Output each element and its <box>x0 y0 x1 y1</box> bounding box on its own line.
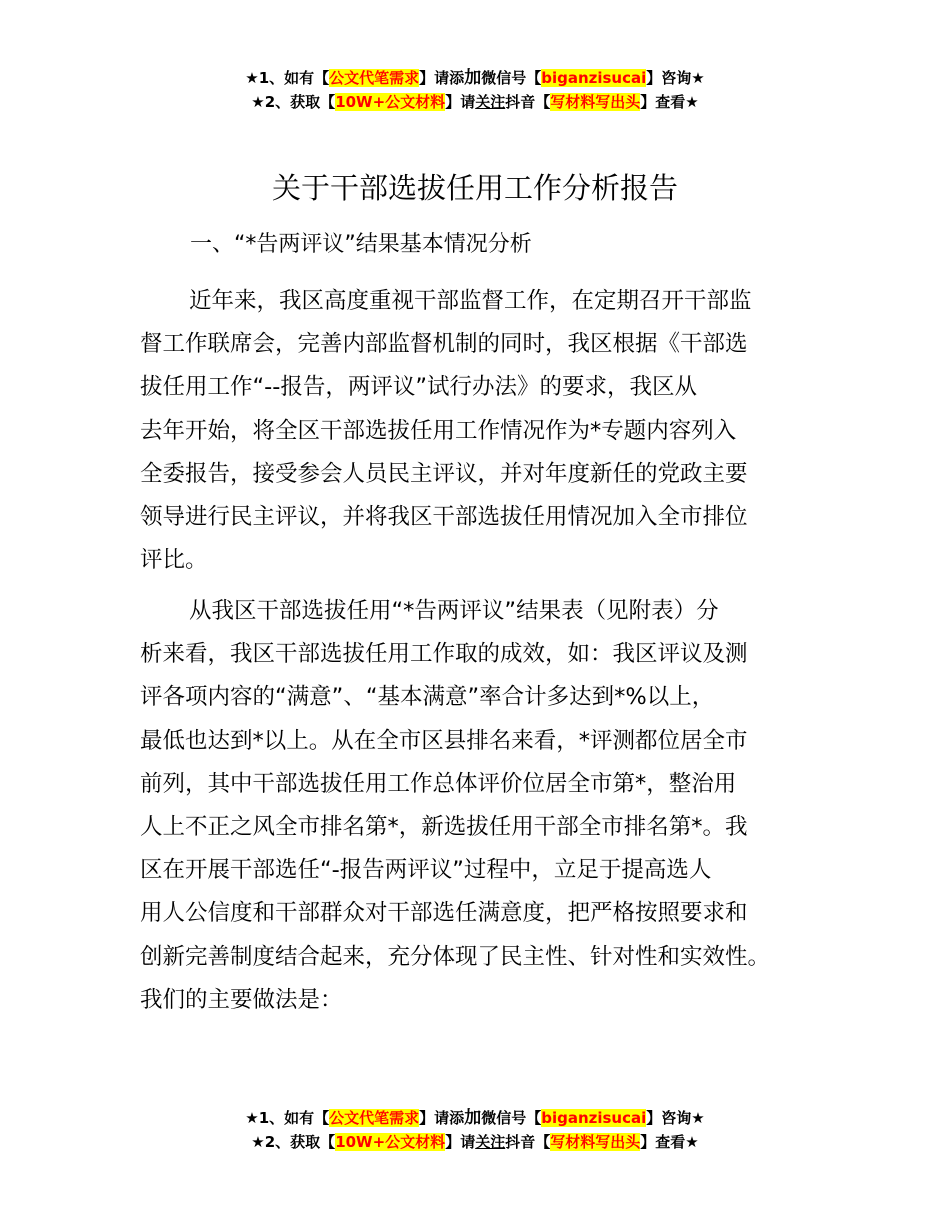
paragraph-line: 人上不正之风全市排名第*，新选拔任用干部全市排名第*。我 <box>140 813 748 840</box>
promo-line-2 <box>0 90 950 114</box>
promo-wechat-id: biganzisucai <box>541 1109 647 1127</box>
promo-text: 】请添 <box>419 69 465 87</box>
promo-line-1 <box>0 1106 950 1130</box>
promo-text: ★1、如有【 <box>245 1109 330 1127</box>
promo-text: 加 <box>464 1108 482 1128</box>
paragraph-line: 析来看，我区干部选拔任用工作取的成效，如：我区评议及测 <box>140 641 748 668</box>
paragraph-1 <box>140 280 840 582</box>
promo-text: 】咨询★ <box>646 1109 705 1127</box>
paragraph-line: 去年开始，将全区干部选拔任用工作情况作为*专题内容列入 <box>140 417 737 444</box>
promo-wechat-id: biganzisucai <box>541 69 647 87</box>
promo-text: 】查看★ <box>640 93 699 111</box>
paragraph-line: 用人公信度和干部群众对干部选任满意度，把严格按照要求和 <box>140 900 748 927</box>
promo-text: ★2、获取【 <box>251 1133 336 1151</box>
footer-promo-banner <box>0 1106 950 1154</box>
promo-highlight: 写材料写出头 <box>550 1133 641 1151</box>
promo-text: ★2、获取【 <box>251 93 336 111</box>
paragraph-line: 评各项内容的“满意”、“基本满意”率合计多达到*%以上， <box>140 684 715 711</box>
promo-line-1 <box>0 66 950 90</box>
paragraph-line: 拔任用工作“--报告，两评议”试行办法》的要求，我区从 <box>140 374 698 401</box>
paragraph-2 <box>140 590 840 1022</box>
paragraph-line: 从我区干部选拔任用“*告两评议”结果表（见附表）分 <box>189 598 719 624</box>
paragraph-line: 我们的主要做法是： <box>140 986 343 1013</box>
promo-text: 】咨询★ <box>646 69 705 87</box>
paragraph-line: 领导进行民主评议，并将我区干部选拔任用情况加入全市排位 <box>140 503 748 530</box>
promo-highlight: 写材料写出头 <box>550 93 641 111</box>
section-heading: 一、“*告两评议”结果基本情况分析 <box>190 232 532 257</box>
paragraph-line: 最低也达到*以上。从在全市区县排名来看，*评测都位居全市 <box>140 727 748 754</box>
document-title: 关于干部选拔任用工作分析报告 <box>271 171 678 205</box>
promo-highlight: 公文代笔需求 <box>329 1109 420 1127</box>
promo-text: ★1、如有【 <box>245 69 330 87</box>
promo-text: 】查看★ <box>640 1133 699 1151</box>
paragraph-line: 前列，其中干部选拔任用工作总体评价位居全市第*，整治用 <box>140 770 737 797</box>
promo-highlight: 公文代笔需求 <box>329 69 420 87</box>
promo-text: 微信号【 <box>481 1109 542 1127</box>
promo-line-2 <box>0 1130 950 1154</box>
paragraph-line: 近年来，我区高度重视干部监督工作，在定期召开干部监 <box>189 288 752 314</box>
promo-text: 】请添 <box>419 1109 465 1127</box>
promo-text: 抖音【 <box>505 93 551 111</box>
paragraph-line: 区在开展干部选任“-报告两评议”过程中，立足于提高选人 <box>140 857 712 884</box>
promo-text: 抖音【 <box>505 1133 551 1151</box>
promo-highlight: 10W+公文材料 <box>335 1133 446 1151</box>
paragraph-line: 创新完善制度结合起来，充分体现了民主性、针对性和实效性。 <box>140 943 771 970</box>
promo-text: 加 <box>464 68 482 88</box>
promo-text: 微信号【 <box>481 69 542 87</box>
promo-text: 】请 <box>445 93 476 111</box>
paragraph-line: 督工作联席会，完善内部监督机制的同时，我区根据《干部选 <box>140 331 748 358</box>
promo-text: 关注 <box>475 1133 506 1151</box>
paragraph-line: 全委报告，接受参会人员民主评议，并对年度新任的党政主要 <box>140 460 748 487</box>
header-promo-banner <box>0 66 950 114</box>
paragraph-line: 评比。 <box>140 547 208 574</box>
promo-text: 关注 <box>475 93 506 111</box>
promo-highlight: 10W+公文材料 <box>335 93 446 111</box>
promo-text: 】请 <box>445 1133 476 1151</box>
